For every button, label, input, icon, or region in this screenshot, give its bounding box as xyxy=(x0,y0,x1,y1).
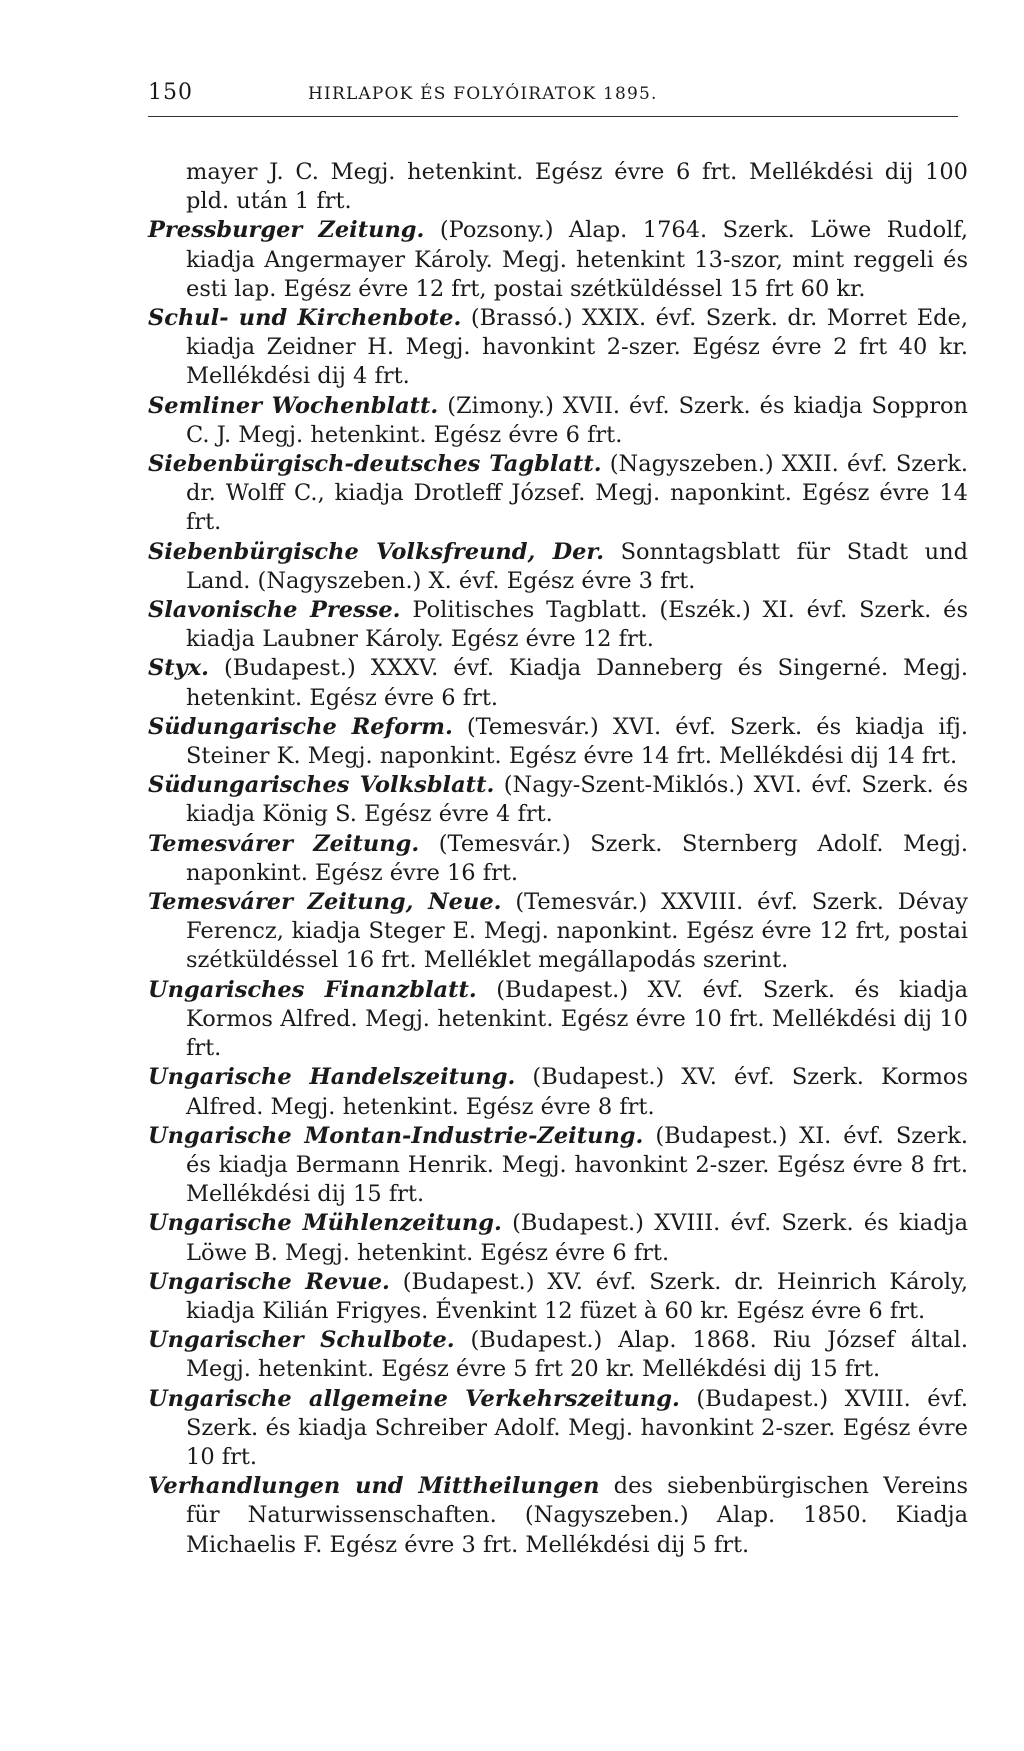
entry-title: Ungarischer Schulbote. xyxy=(148,1327,455,1354)
entry xyxy=(148,392,968,450)
entry-text: mayer J. C. Megj. hetenkint. Egész évre 6 frt. Mellékdési dij 100 pld. után 1 frt. xyxy=(186,159,968,215)
entry-title: Ungarisches Finanzblatt. xyxy=(148,976,477,1003)
entry xyxy=(148,713,968,771)
entry xyxy=(148,1122,968,1210)
entry-text: (Temesvár.) XVI. évf. Szerk. és kiadja ifj. Steiner K. Megj. naponkint. Egész évre 14 frt. Mellékdési dij 14 frt. xyxy=(186,713,968,770)
entry-title: Slavonische Presse. xyxy=(148,597,401,624)
entry-text: (Budapest.) XVIII. évf. Szerk. és kiadja Schreiber Adolf. Megj. havonkint 2-szer. Egész évre 10 frt. xyxy=(186,1385,968,1470)
entry-text: (Budapest.) XV. évf. Szerk. dr. Heinrich Károly, kiadja Kilián Frigyes. Évenkint 12 füzet à 60 kr. Egész évre 6 frt. xyxy=(186,1268,968,1324)
entry-text: (Budapest.) XV. évf. Szerk. Kormos Alfred. Megj. hetenkint. Egész évre 8 frt. xyxy=(186,1064,968,1120)
entry xyxy=(148,1209,968,1267)
entry-title: Ungarische Handelszeitung. xyxy=(148,1064,516,1091)
entry-continuation xyxy=(148,158,968,216)
entry-text: Sonntagsblatt für Stadt und Land. (Nagyszeben.) X. évf. Egész évre 3 frt. xyxy=(186,538,968,594)
entry-title: Südungarisches Volksblatt. xyxy=(148,772,495,799)
entry xyxy=(148,450,968,538)
entry xyxy=(148,1326,968,1384)
entry-text: (Zimony.) XVII. évf. Szerk. és kiadja Soppron C. J. Megj. hetenkint. Egész évre 6 frt. xyxy=(186,392,968,448)
entry-title: Ungarische Revue. xyxy=(148,1268,390,1295)
entry-title: Temesvárer Zeitung. xyxy=(148,830,420,857)
entry-title: Pressburger Zeitung. xyxy=(148,217,425,244)
entry-title: Ungarische Montan-Industrie-Zeitung. xyxy=(148,1122,644,1149)
entry-text: (Nagy-Szent-Miklós.) XVI. évf. Szerk. és kiadja König S. Egész évre 4 frt. xyxy=(186,772,968,828)
entry xyxy=(148,304,968,392)
entry-text: (Pozsony.) Alap. 1764. Szerk. Löwe Rudolf, kiadja Angermayer Károly. Megj. hetenkint 13-szor, mint reggeli és esti lap. Egész évre 12 frt, postai szétküldéssel 15 frt 60 kr. xyxy=(186,217,968,302)
entry xyxy=(148,830,968,888)
entry-title: Südungarische Reform. xyxy=(148,713,453,740)
entry-text: (Temesvár.) Szerk. Sternberg Adolf. Megj. naponkint. Egész évre 16 frt. xyxy=(186,830,968,886)
entry xyxy=(148,216,968,304)
entry-text: (Budapest.) XVIII. évf. Szerk. és kiadja Löwe B. Megj. hetenkint. Egész évre 6 frt. xyxy=(186,1210,968,1266)
entry xyxy=(148,1385,968,1473)
entry xyxy=(148,771,968,829)
entry-text: (Brassó.) XXIX. évf. Szerk. dr. Morret Ede, kiadja Zeidner H. Megj. havonkint 2-szer. Egész évre 2 frt 40 kr. Mellékdési dij 4 frt. xyxy=(186,305,969,390)
entry-title: Temesvárer Zeitung, Neue. xyxy=(148,889,502,916)
entry-title: Siebenbürgische Volksfreund, Der. xyxy=(148,538,605,565)
entry-title: Siebenbürgisch-deutsches Tagblatt. xyxy=(148,451,602,478)
entry xyxy=(148,654,968,712)
entry-title: Styx. xyxy=(148,655,209,682)
entry xyxy=(148,538,968,596)
entry-text: (Nagyszeben.) XXII. évf. Szerk. dr. Wolff C., kiadja Drotleff József. Megj. naponkint. Egész évre 14 frt. xyxy=(186,451,968,536)
entry-title: Semliner Wochenblatt. xyxy=(148,392,439,419)
entry-title: Ungarische Mühlenzeitung. xyxy=(148,1210,502,1237)
entry xyxy=(148,596,968,654)
entry-text: (Temesvár.) XXVIII. évf. Szerk. Dévay Ferencz, kiadja Steger E. Megj. naponkint. Egész évre 12 frt, postai szétküldéssel 16 frt. Melléklet megállapodás szerint. xyxy=(186,889,968,974)
entry-title: Schul- und Kirchenbote. xyxy=(148,305,462,332)
entry-text: des siebenbürgischen Vereins für Naturwissenschaften. (Nagyszeben.) Alap. 1850. Kiadja Michaelis F. Egész évre 3 frt. Mellékdési dij 5 frt. xyxy=(186,1473,968,1558)
page-number: 150 xyxy=(148,80,193,105)
entry xyxy=(148,1268,968,1326)
entry-text: (Budapest.) XV. évf. Szerk. és kiadja Kormos Alfred. Megj. hetenkint. Egész évre 10 frt. Mellékdési dij 10 frt. xyxy=(186,976,968,1062)
entry-text: (Budapest.) Alap. 1868. Riu József által. Megj. hetenkint. Egész évre 5 frt 20 kr. Mellékdési dij 15 frt. xyxy=(186,1327,968,1383)
entry-title: Verhandlungen und Mittheilungen xyxy=(148,1473,600,1500)
entry-text: (Budapest.) XI. évf. Szerk. és kiadja Bermann Henrik. Megj. havonkint 2-szer. Egész évre 8 frt. Mellékdési dij 15 frt. xyxy=(186,1122,969,1208)
entry xyxy=(148,1472,968,1560)
entry xyxy=(148,888,968,976)
entry-list xyxy=(148,158,968,1560)
header-divider xyxy=(148,116,958,117)
entry xyxy=(148,976,968,1064)
entry xyxy=(148,1063,968,1121)
running-head xyxy=(148,80,968,114)
entry-text: Politisches Tagblatt. (Eszék.) XI. évf. Szerk. és kiadja Laubner Károly. Egész évre 12 frt. xyxy=(186,597,968,653)
header-title: HIRLAPOK ÉS FOLYÓIRATOK 1895. xyxy=(308,84,658,104)
entry-text: (Budapest.) XXXV. évf. Kiadja Danneberg és Singerné. Megj. hetenkint. Egész évre 6 frt. xyxy=(186,655,968,711)
entry-title: Ungarische allgemeine Verkehrszeitung. xyxy=(148,1385,680,1412)
